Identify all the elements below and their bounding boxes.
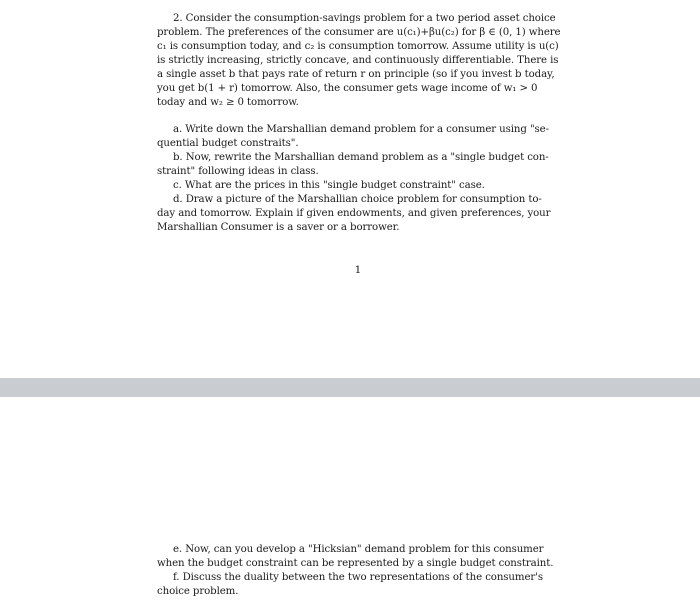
text-line: c₁ is consumption today, and c₂ is consumption tomorrow. Assume utility is u(c)	[157, 41, 559, 52]
part-f-line: choice problem.	[157, 586, 239, 597]
part-b-line: straint" following ideas in class.	[157, 166, 319, 177]
page-separator	[0, 378, 700, 397]
text-line: problem. The preferences of the consumer are u(c₁)+βu(c₂) for β ∈ (0, 1) where	[157, 27, 561, 38]
page-number: 1	[354, 264, 362, 276]
part-e-line: e. Now, can you develop a "Hicksian" demand problem for this consumer	[173, 544, 544, 555]
part-b-line: b. Now, rewrite the Marshallian demand problem as a "single budget con-	[173, 152, 549, 163]
text-line: today and w₂ ≥ 0 tomorrow.	[157, 97, 299, 108]
part-a-line: a. Write down the Marshallian demand problem for a consumer using "se-	[173, 124, 549, 135]
text-line: a single asset b that pays rate of return r on principle (so if you invest b today,	[157, 69, 555, 80]
question-parts-e-to-f	[157, 543, 559, 599]
question-parts-a-to-d	[157, 123, 559, 235]
part-a-line: quential budget constraits".	[157, 138, 299, 149]
part-e-line: when the budget constraint can be represented by a single budget constraint.	[157, 558, 554, 569]
part-d-line: day and tomorrow. Explain if given endowments, and given preferences, your	[157, 208, 551, 219]
text-line: you get b(1 + r) tomorrow. Also, the consumer gets wage income of w₁ > 0	[157, 83, 538, 94]
question-2-paragraph	[157, 12, 559, 110]
part-d-line: Marshallian Consumer is a saver or a borrower.	[157, 222, 400, 233]
part-d-line: d. Draw a picture of the Marshallian choice problem for consumption to-	[173, 194, 542, 205]
text-line: 2. Consider the consumption-savings problem for a two period asset choice	[173, 13, 556, 24]
part-c-line: c. What are the prices in this "single budget constraint" case.	[173, 180, 485, 191]
part-f-line: f. Discuss the duality between the two representations of the consumer's	[173, 572, 543, 583]
text-line: is strictly increasing, strictly concave, and continuously differentiable. There is	[157, 55, 559, 66]
